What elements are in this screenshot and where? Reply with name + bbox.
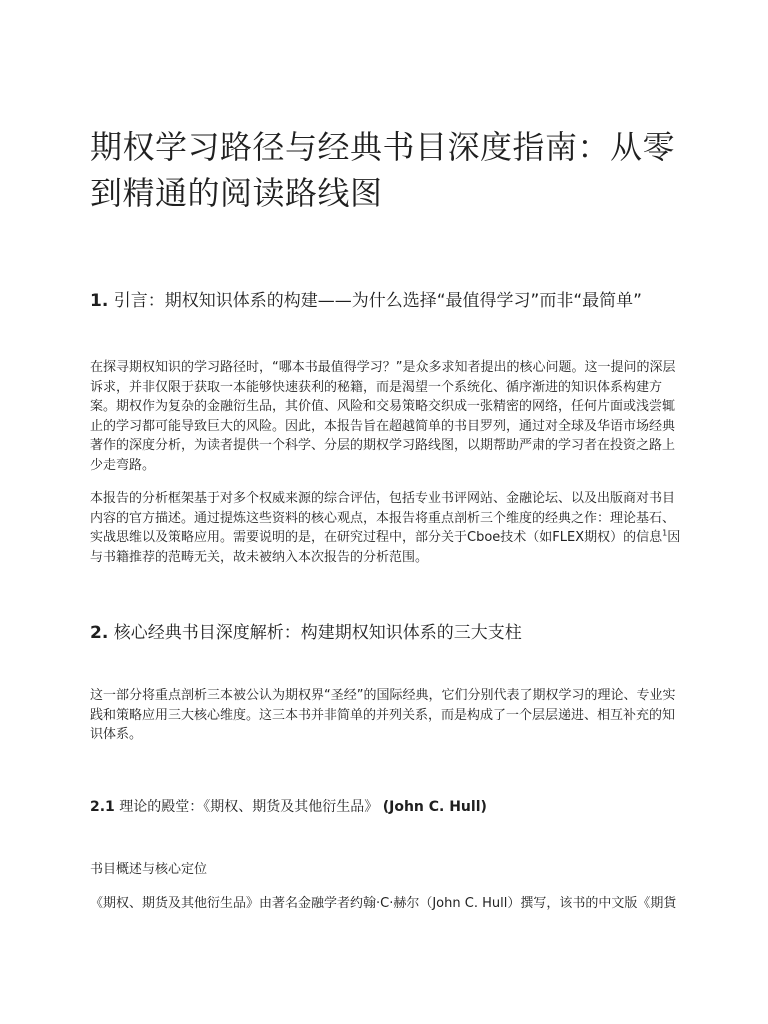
section-2-paragraph: 这一部分将重点剖析三本被公认为期权界“圣经”的国际经典，它们分别代表了期权学习的理论、专业实践和策略应用三大核心维度。这三本书并非简单的并列关系，而是构成了一个层层递进、相互补充的知识体系。: [90, 688, 676, 742]
section-2-number: 2.: [90, 623, 109, 643]
subsection-2-1-heading: [90, 796, 487, 818]
subsection-2-1-title: 理论的殿堂：《期权、期货及其他衍生品》: [119, 799, 379, 815]
section-1-paragraph-2: [90, 489, 686, 567]
section-2-heading: [90, 620, 522, 646]
section-1-paragraph-2-tail: 因与书籍推荐的范畴无关，故未被纳入本次报告的分析范围。: [90, 530, 681, 565]
section-1-paragraph-1: 在探寻期权知识的学习路径时，“哪本书最值得学习？”是众多求知者提出的核心问题。这一提问的深层诉求，并非仅限于获取一本能够快速获利的秘籍，而是渴望一个系统化、循序渐进的知识体系构建方案。期权作为复杂的金融衍生品，其价值、风险和交易策略交织成一张精密的网络，任何片面或浅尝辄止的学习都可能导致巨大的风险。因此，本报告旨在超越简单的书目罗列，通过对全球及华语市场经典著作的深度分析，为读者提供一个科学、分层的期权学习路线图，以期帮助严肃的学习者在投资之路上少走弯路。: [90, 360, 676, 473]
book-overview-text: 《期权、期货及其他衍生品》由著名金融学者约翰·C·赫尔（John C. Hull）撰写，该书的中文版《期貨: [90, 896, 677, 911]
section-1-title: 引言：期权知识体系的构建——为什么选择“最值得学习”而非“最简单”: [113, 291, 642, 311]
subsection-2-1-author: (John C. Hull): [382, 799, 487, 815]
section-1-heading: [90, 288, 642, 314]
document-title: 期权学习路径与经典书目深度指南：从零到精通的阅读路线图: [90, 128, 676, 212]
footnote-reference[interactable]: 1: [662, 528, 668, 538]
subsection-2-1-number: 2.1: [90, 799, 115, 815]
section-1-paragraph-2-text: 本报告的分析框架基于对多个权威来源的综合评估，包括专业书评网站、金融论坛、以及出版商对书目内容的官方描述。通过提炼这些资料的核心观点，本报告将重点剖析三个维度的经典之作：理论基石、实战思维以及策略应用。需要说明的是，在研究过程中，部分关于Cboe技术（如FLEX期权）的信息: [90, 491, 676, 545]
book-overview-label: 书目概述与核心定位: [90, 862, 208, 877]
section-2-title: 核心经典书目深度解析：构建期权知识体系的三大支柱: [113, 623, 522, 643]
section-1-number: 1.: [90, 291, 109, 311]
